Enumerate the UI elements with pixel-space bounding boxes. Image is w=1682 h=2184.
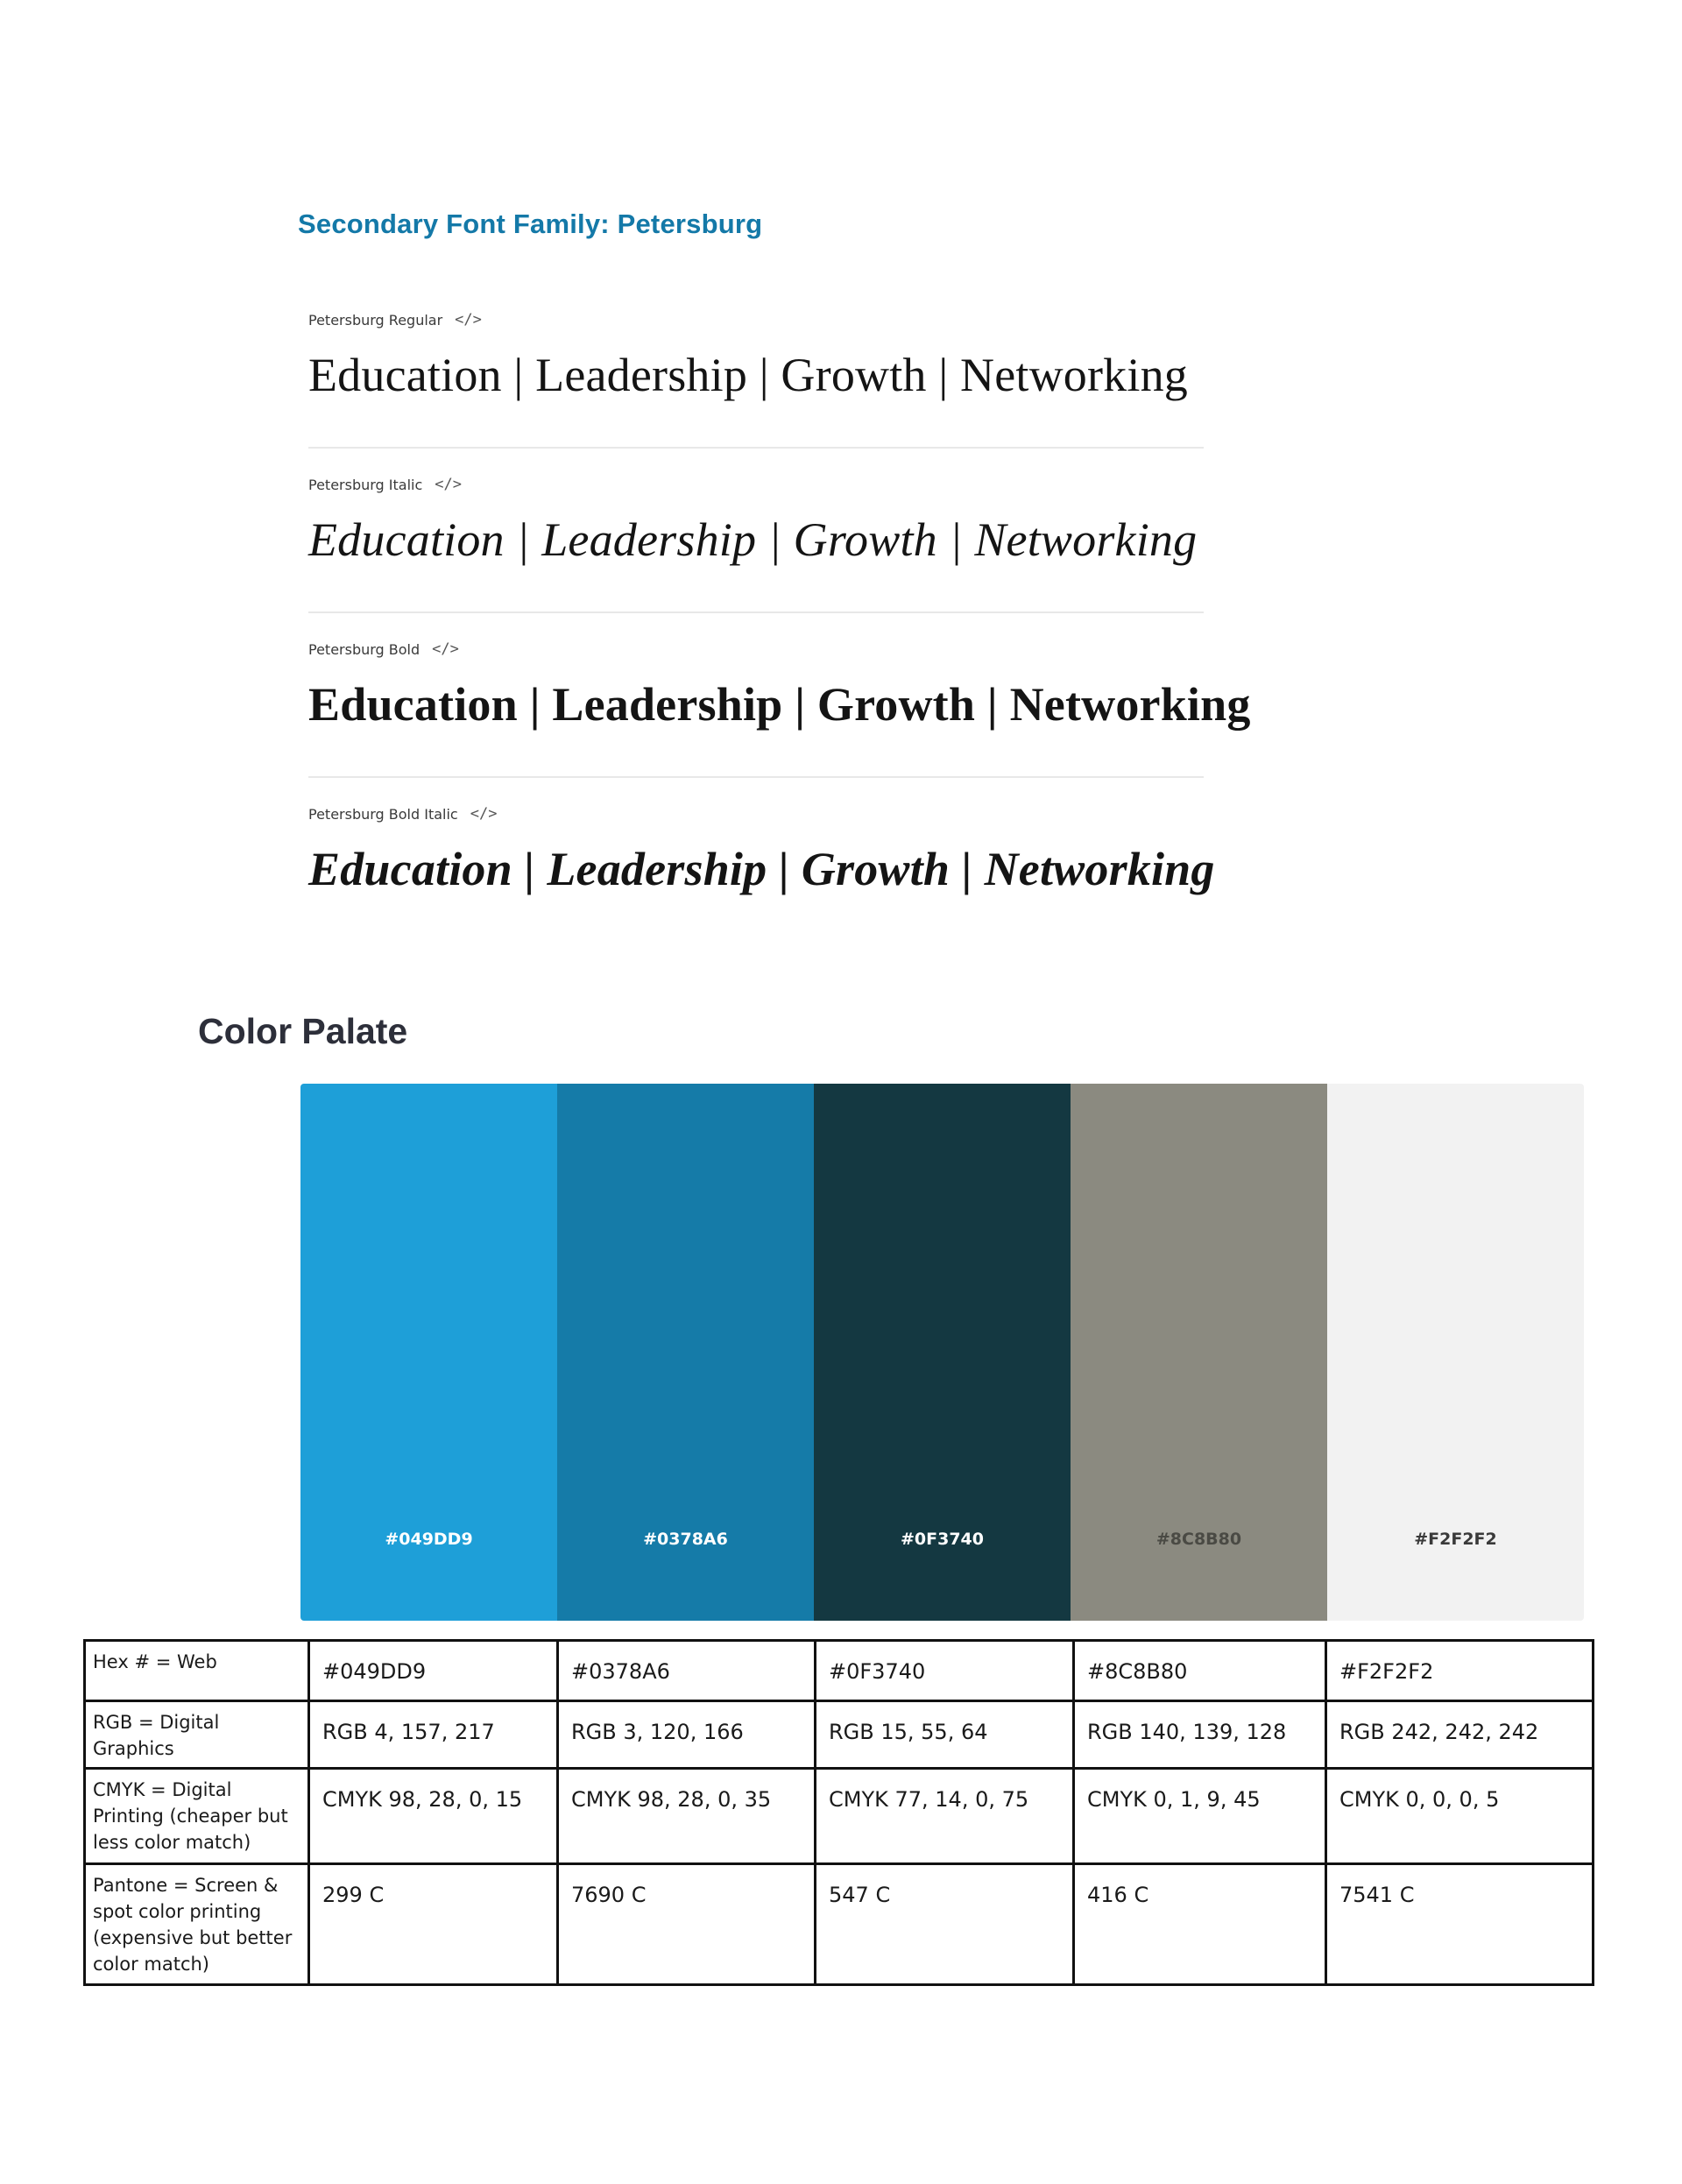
- table-row: [85, 1701, 1594, 1769]
- font-sample-bold: [308, 640, 1251, 732]
- font-sample-regular: [308, 311, 1204, 402]
- table-cell: #F2F2F2: [1326, 1641, 1594, 1701]
- table-cell: 547 C: [816, 1864, 1074, 1985]
- swatch-hex-label: #8C8B80: [1155, 1530, 1242, 1549]
- swatch-hex-label: #0F3740: [901, 1530, 984, 1549]
- color-swatch: [814, 1084, 1071, 1621]
- section-title-secondary-font: Secondary Font Family: Petersburg: [298, 209, 763, 239]
- color-swatch: [1071, 1084, 1327, 1621]
- table-cell: CMYK 0, 1, 9, 45: [1074, 1769, 1326, 1864]
- table-cell: CMYK 98, 28, 0, 15: [309, 1769, 558, 1864]
- table-cell: 7541 C: [1326, 1864, 1594, 1985]
- font-sample-text-italic: Education | Leadership | Growth | Networking: [308, 513, 1198, 566]
- table-cell: RGB 140, 139, 128: [1074, 1701, 1326, 1769]
- code-icon[interactable]: </>: [435, 476, 462, 493]
- divider: [308, 776, 1204, 778]
- table-cell: 7690 C: [558, 1864, 816, 1985]
- table-row: [85, 1769, 1594, 1864]
- divider: [308, 611, 1204, 613]
- color-swatch: [557, 1084, 814, 1621]
- row-header: Pantone = Screen & spot color printing (expensive but better color match): [85, 1864, 309, 1985]
- table-cell: CMYK 77, 14, 0, 75: [816, 1769, 1074, 1864]
- table-cell: #0378A6: [558, 1641, 816, 1701]
- font-label-text: Petersburg Bold Italic: [308, 805, 458, 823]
- swatch-hex-label: #049DD9: [385, 1530, 473, 1549]
- table-cell: 416 C: [1074, 1864, 1326, 1985]
- font-label-italic: [308, 476, 1204, 493]
- code-icon[interactable]: </>: [432, 640, 459, 658]
- table-cell: 299 C: [309, 1864, 558, 1985]
- font-label-text: Petersburg Italic: [308, 476, 423, 493]
- font-label-bold-italic: [308, 805, 1204, 823]
- table-cell: RGB 15, 55, 64: [816, 1701, 1074, 1769]
- table-row: [85, 1641, 1594, 1701]
- row-header: RGB = Digital Graphics: [85, 1701, 309, 1769]
- code-icon[interactable]: </>: [470, 805, 498, 823]
- font-label-bold: [308, 640, 1204, 658]
- code-icon[interactable]: </>: [455, 311, 482, 329]
- table-row: [85, 1864, 1594, 1985]
- table-cell: CMYK 98, 28, 0, 35: [558, 1769, 816, 1864]
- font-label-regular: [308, 311, 1204, 329]
- table-cell: #8C8B80: [1074, 1641, 1326, 1701]
- row-header: CMYK = Digital Printing (cheaper but less color match): [85, 1769, 309, 1864]
- divider: [308, 447, 1204, 449]
- font-sample-text-bold: Education | Leadership | Growth | Networking: [308, 678, 1251, 731]
- table-cell: #049DD9: [309, 1641, 558, 1701]
- color-swatches: [300, 1084, 1584, 1621]
- font-sample-text-regular: Education | Leadership | Growth | Networking: [308, 349, 1188, 401]
- font-label-text: Petersburg Bold: [308, 640, 420, 658]
- section-title-color-palate: Color Palate: [198, 1011, 408, 1051]
- table-cell: CMYK 0, 0, 0, 5: [1326, 1769, 1594, 1864]
- color-values-table: [83, 1639, 1594, 1986]
- table-cell: #0F3740: [816, 1641, 1074, 1701]
- row-header: Hex # = Web: [85, 1641, 309, 1701]
- color-swatch: [300, 1084, 557, 1621]
- table-cell: RGB 3, 120, 166: [558, 1701, 816, 1769]
- table-cell: RGB 242, 242, 242: [1326, 1701, 1594, 1769]
- table-cell: RGB 4, 157, 217: [309, 1701, 558, 1769]
- color-swatch: [1327, 1084, 1584, 1621]
- swatch-hex-label: #F2F2F2: [1414, 1530, 1497, 1549]
- font-sample-bold-italic: [308, 805, 1215, 896]
- font-sample-italic: [308, 476, 1204, 567]
- swatch-hex-label: #0378A6: [643, 1530, 728, 1549]
- font-label-text: Petersburg Regular: [308, 311, 443, 329]
- font-sample-text-bold-italic: Education | Leadership | Growth | Networking: [308, 843, 1215, 895]
